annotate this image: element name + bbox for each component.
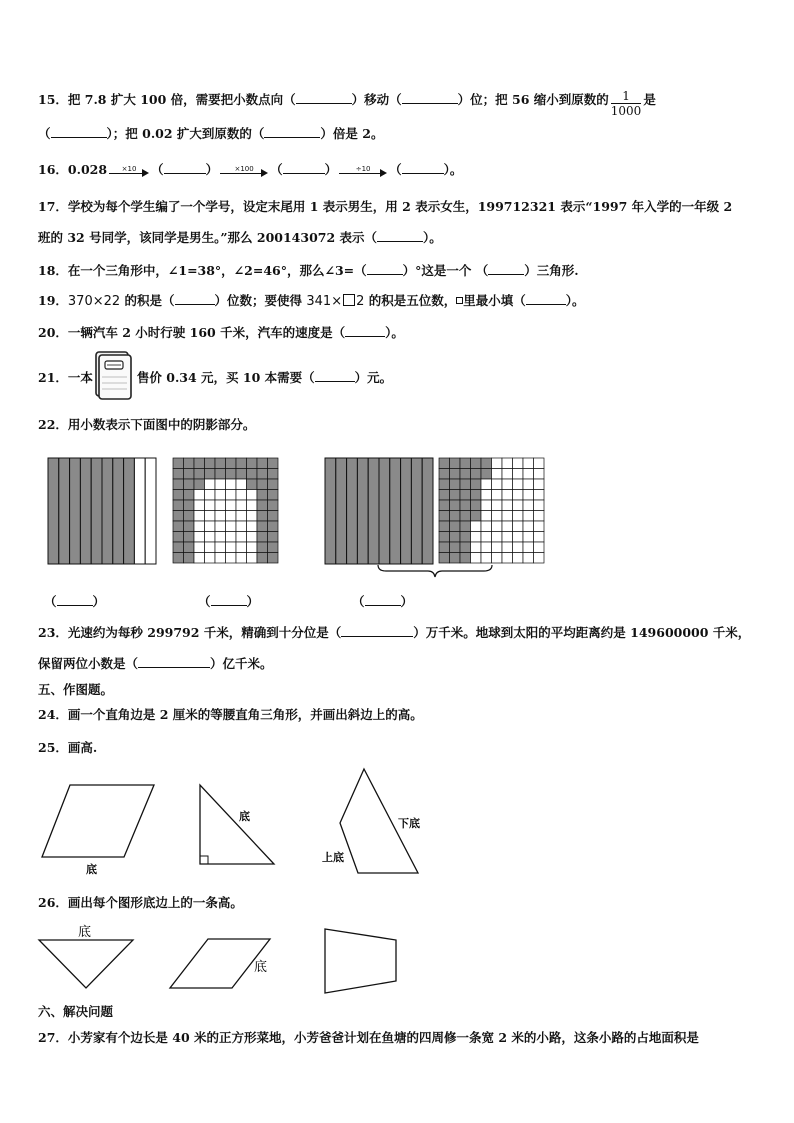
answer-blank[interactable] — [402, 161, 444, 174]
label-base: 底 — [78, 925, 92, 940]
answer-blank[interactable] — [164, 161, 206, 174]
answer-blank[interactable] — [526, 292, 566, 305]
answer-blank[interactable] — [402, 91, 458, 104]
brace-icon — [376, 563, 494, 579]
trapezoid-figure-2 — [320, 924, 402, 996]
answer-blank[interactable] — [211, 593, 247, 606]
answer-blank[interactable] — [175, 292, 215, 305]
question-19: 19．370×22 的积是（ ）位数；要使得 341× 2 的积是五位数， 里最小填（ ）。 — [38, 293, 585, 309]
label-lower-base: 下底 — [398, 817, 420, 830]
question-24: 24．画一个直角边是 2 厘米的等腰直角三角形，并画出斜边上的高。 — [38, 707, 423, 722]
question-17-line-1: 17．学校为每个学生编了一个学号，设定末尾用 1 表示男生，用 2 表示女生，199712321 表示“1997 年入学的一年级 2 — [38, 199, 733, 214]
question-21: 21．一本 售价 0.34 元，买 10 本需要（ ）元。 — [38, 370, 393, 385]
answer-blank[interactable] — [365, 593, 401, 606]
question-23-line-2: 保留两位小数是（ ）亿千米。 — [38, 656, 273, 671]
arrow-times-100: ×100 — [220, 164, 268, 178]
answer-blank[interactable] — [345, 324, 385, 337]
answer-22-b: （ ） — [198, 594, 260, 609]
fraction-1-over-1000: $\frac{1}{1000}$ — [610, 89, 642, 118]
label-base: 底 — [86, 863, 97, 876]
right-triangle-figure — [190, 780, 290, 870]
grid-figure-1 — [171, 456, 281, 566]
expression-370x22: 370×22 — [67, 294, 121, 309]
arrow-divide-10: ÷10 — [339, 164, 387, 178]
label-upper-base: 上底 — [322, 851, 344, 864]
answer-blank[interactable] — [488, 262, 524, 275]
section-title-5: 五、作图题。 — [38, 682, 114, 697]
question-27: 27．小芳家有个边长是 40 米的正方形菜地，小芳爸爸计划在鱼塘的四周修一条宽 2 米的小路，这条小路的占地面积是 — [38, 1030, 699, 1045]
inverted-triangle-figure — [36, 918, 140, 994]
label-base: 底 — [254, 960, 268, 975]
answer-blank[interactable] — [264, 125, 320, 138]
question-26: 26．画出每个图形底边上的一条高。 — [38, 895, 243, 910]
strip-figure-2 — [323, 456, 435, 566]
answer-blank[interactable] — [138, 655, 210, 668]
answer-blank[interactable] — [341, 624, 413, 637]
arrow-times-10: ×10 — [109, 164, 149, 178]
question-15-line-1: 15．把 7.8 扩大 100 倍，需要把小数点向（ ）移动（ ）位；把 56 缩小到原数的 $\frac{1}{1000}$ 是 — [38, 89, 656, 118]
parallelogram-figure — [36, 780, 160, 880]
answer-blank[interactable] — [51, 125, 107, 138]
notebook-icon — [91, 350, 135, 402]
answer-blank[interactable] — [367, 262, 403, 275]
question-22: 22．用小数表示下面图中的阴影部分。 — [38, 417, 256, 432]
blank-digit-box — [343, 294, 355, 306]
section-title-6: 六、解决问题 — [38, 1004, 114, 1019]
answer-22-c: （ ） — [352, 594, 414, 609]
question-25: 25．画高. — [38, 740, 98, 755]
answer-blank[interactable] — [315, 369, 355, 382]
answer-blank[interactable] — [296, 91, 352, 104]
parallelogram-figure-2 — [164, 930, 276, 994]
label-base: 底 — [239, 810, 250, 823]
question-18: 18．在一个三角形中，∠1=38°，∠2=46°，那么∠3=（ ）°这是一个 （ ）三角形. — [38, 263, 579, 278]
question-17-line-2: 班的 32 号同学，该同学是男生。”那么 200143072 表示（ ）。 — [38, 230, 442, 245]
answer-22-a: （ ） — [44, 594, 106, 609]
question-16: 16．0.028 ×10 （ ） ×100 （ ） ÷10 （ ）。 — [38, 162, 463, 177]
question-15-line-2: （ ）；把 0.02 扩大到原数的（ ）倍是 2。 — [38, 126, 384, 141]
answer-blank[interactable] — [377, 229, 423, 242]
answer-blank[interactable] — [283, 161, 325, 174]
question-23-line-1: 23．光速约为每秒 299792 千米，精确到十分位是（ ）万千米。地球到太阳的平均距离约是 149600000 千米， — [38, 625, 751, 640]
grid-figure-2 — [437, 456, 547, 566]
trapezoid-figure — [318, 765, 430, 877]
answer-blank[interactable] — [57, 593, 93, 606]
strip-figure-1 — [46, 456, 158, 566]
question-20: 20．一辆汽车 2 小时行驶 160 千米，汽车的速度是（ ）。 — [38, 325, 404, 340]
